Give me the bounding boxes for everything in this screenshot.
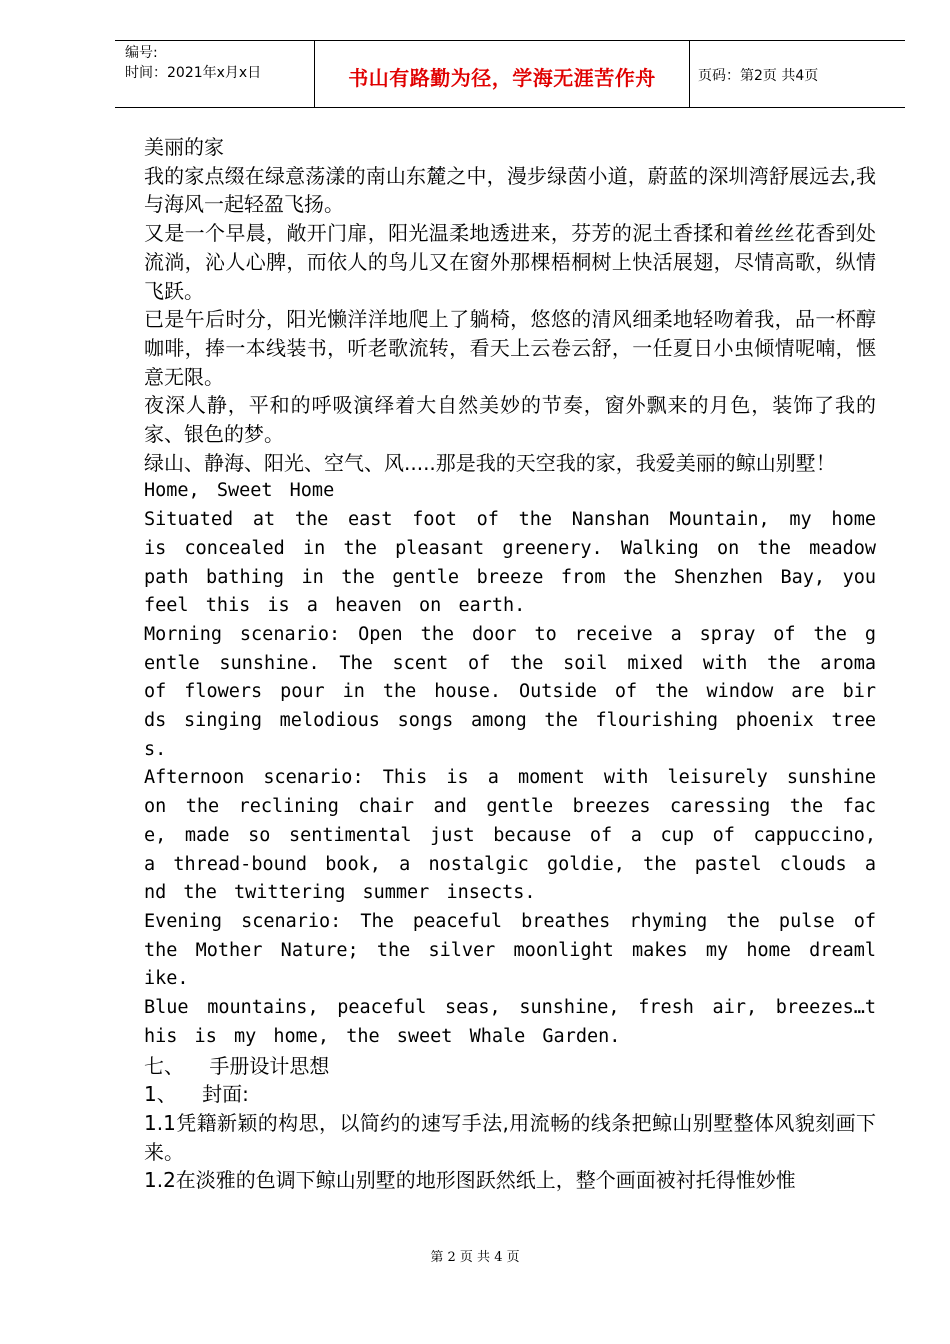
header-motto: 书山有路勤为径，学海无涯苦作舟 bbox=[315, 41, 690, 107]
list-item: 1.1凭籍新颖的构思，以简约的速写手法,用流畅的线条把鲸山别墅整体风貌刻画下来。 bbox=[144, 1110, 876, 1164]
chinese-title: 美丽的家 bbox=[144, 135, 224, 159]
english-paragraph: Situated at the east foot of the Nanshan Mountain, my home is concealed in the pleasant greenery. Walking on the meadow path bathing in the gentle breeze from the Shenzhen Bay, you feel this is a heaven on earth. bbox=[144, 509, 876, 617]
time-label: 时间：2021年x月x日 bbox=[125, 65, 262, 81]
english-paragraph: Morning scenario: Open the door to receive a spray of the gentle sunshine. The scent of the soil mixed with the aroma of flowers pour in the house. Outside of the window are birds singing melodious songs among the flourishing phoenix trees. bbox=[144, 623, 876, 760]
document-body bbox=[144, 133, 876, 1195]
chinese-paragraph: 已是午后时分，阳光懒洋洋地爬上了躺椅，悠悠的清风细柔地轻吻着我，品一杯醇咖啡，捧一本线装书，听老歌流转，看天上云卷云舒，一任夏日小虫倾情呢喃，惬意无限。 bbox=[144, 307, 876, 389]
chinese-paragraph: 我的家点缀在绿意荡漾的南山东麓之中，漫步绿茵小道，蔚蓝的深圳湾舒展远去,我与海风一起轻盈飞扬。 bbox=[144, 163, 876, 217]
number-label: 编号: bbox=[125, 45, 158, 61]
english-paragraph: Evening scenario: The peaceful breathes rhyming the pulse of the Mother Nature; the silver moonlight makes my home dreamlike. bbox=[144, 910, 876, 990]
english-title: Home, Sweet Home bbox=[144, 480, 335, 502]
list-item: 1.2在淡雅的色调下鲸山别墅的地形图跃然纸上，整个画面被衬托得惟妙惟 bbox=[144, 1168, 796, 1193]
section-heading: 七、 手册设计思想 bbox=[144, 1053, 330, 1078]
page-header bbox=[115, 40, 905, 108]
page-footer: 第 2 页 共 4 页 bbox=[430, 1250, 520, 1265]
english-paragraph: Blue mountains, peaceful seas, sunshine, fresh air, breezes…this is my home, the sweet Whale Garden. bbox=[144, 997, 876, 1047]
header-page-info: 页码：第2页 共4页 bbox=[698, 68, 819, 84]
header-meta bbox=[115, 41, 315, 107]
english-paragraph: Afternoon scenario: This is a moment with leisurely sunshine on the reclining chair and gentle breezes caressing the face, made so sentimental just because of a cup of cappuccino, a thread-bound book, a nostalgic goldie, the pastel clouds and the twittering summer insects. bbox=[144, 767, 876, 904]
chinese-paragraph: 绿山、静海、阳光、空气、风.....那是我的天空我的家，我爱美丽的鲸山别墅！ bbox=[144, 450, 836, 475]
sub-heading: 1、 封面: bbox=[144, 1082, 249, 1107]
chinese-paragraph: 夜深人静，平和的呼吸演绎着大自然美妙的节奏，窗外飘来的月色，装饰了我的家、银色的梦。 bbox=[144, 393, 876, 447]
chinese-paragraph: 又是一个早晨，敞开门扉，阳光温柔地透进来，芬芳的泥土香揉和着丝丝花香到处流淌，沁人心脾，而依人的鸟儿又在窗外那棵梧桐树上快活展翅，尽情高歌，纵情飞跃。 bbox=[144, 221, 876, 303]
